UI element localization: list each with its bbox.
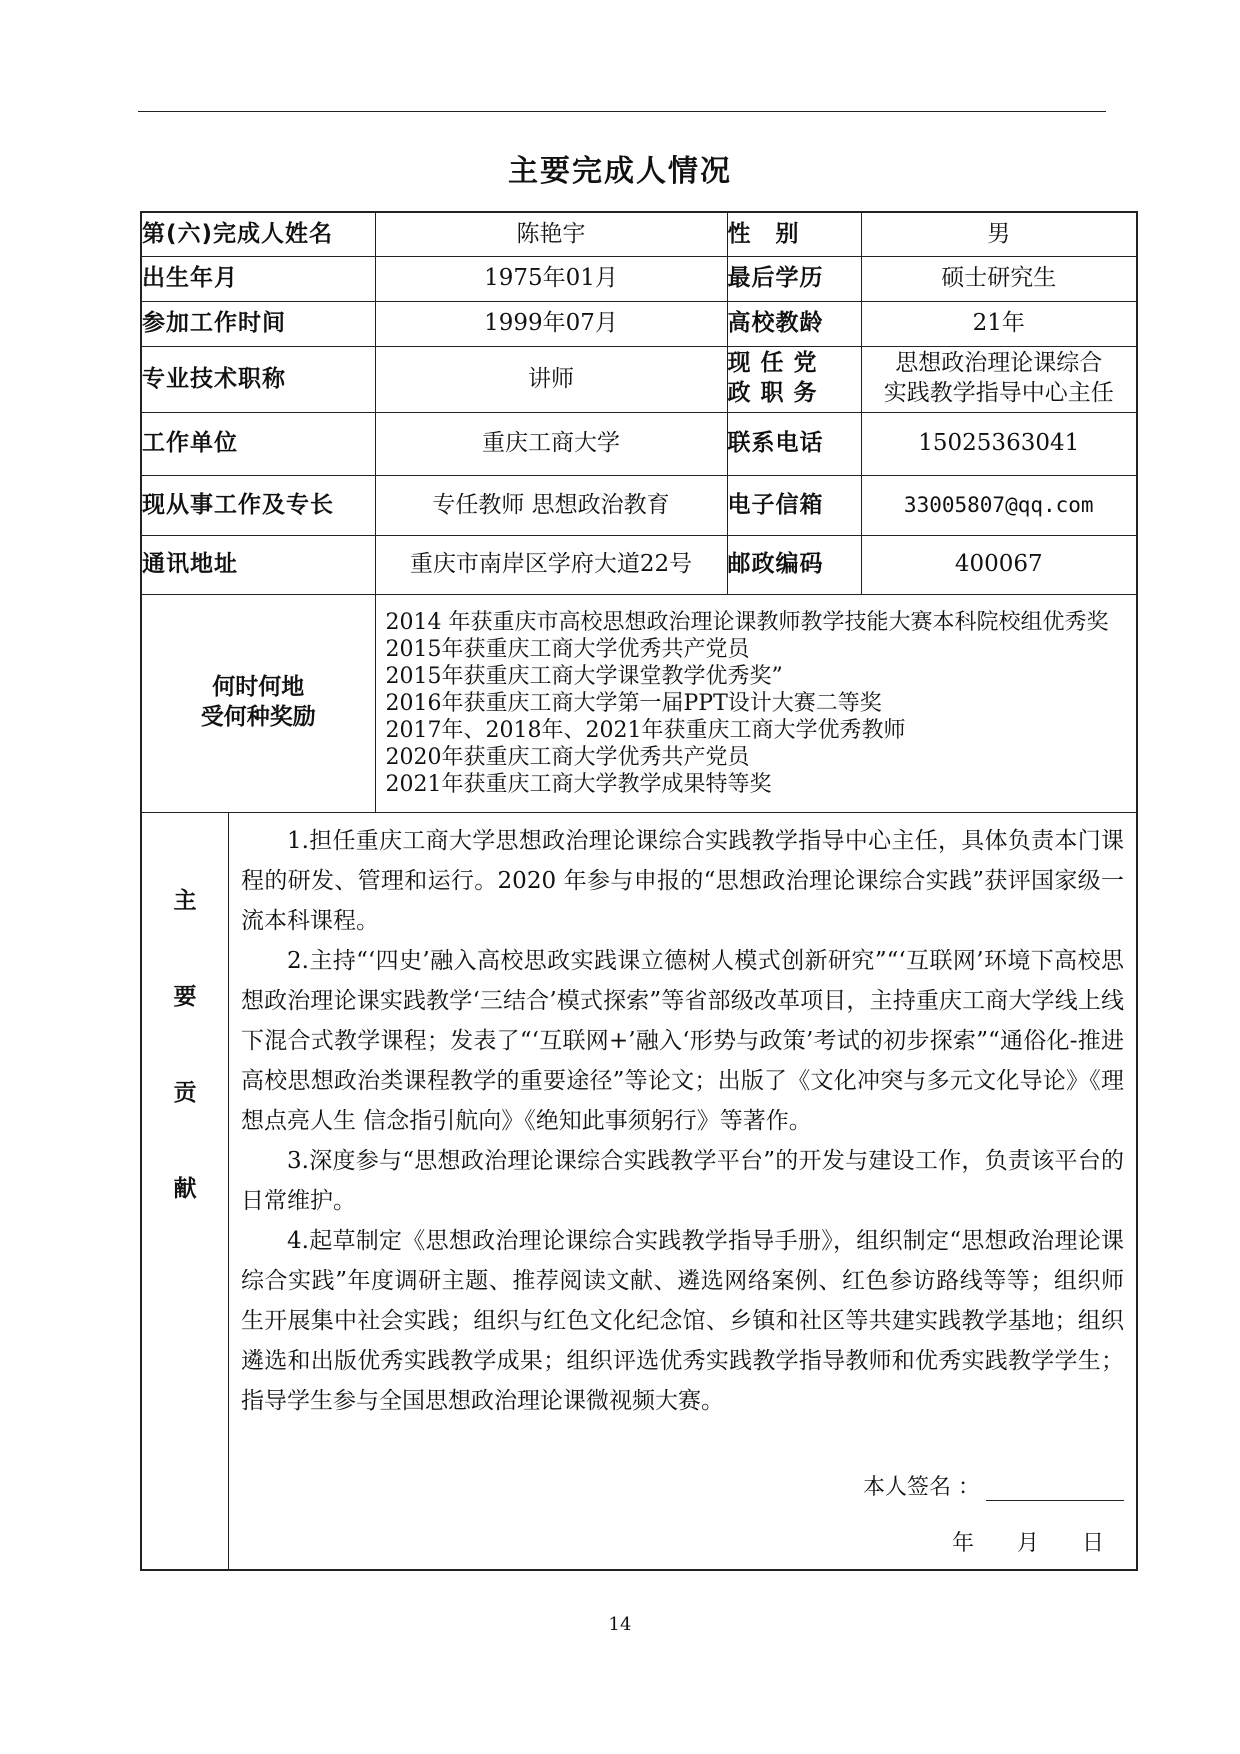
position-value-line1: 思想政治理论课综合 <box>895 350 1103 377</box>
row-title <box>141 346 1137 412</box>
row-birth <box>141 256 1137 301</box>
row-address <box>141 535 1137 594</box>
teaching-age-label: 高校教龄 <box>727 301 861 346</box>
award-item: 2016年获重庆工商大学第一届PPT设计大赛二等奖 <box>385 690 882 716</box>
award-item: 2015年获重庆工商大学课堂教学优秀奖” <box>385 663 783 689</box>
contribution-label-char: 贡 <box>173 1079 197 1106</box>
contribution-label-char: 要 <box>173 983 197 1010</box>
degree-value: 硕士研究生 <box>861 256 1137 301</box>
name-value: 陈艳宇 <box>375 212 727 256</box>
awards-label-line2: 受何种奖励 <box>200 704 316 730</box>
degree-label: 最后学历 <box>727 256 861 301</box>
job-label: 现从事工作及专长 <box>141 475 375 535</box>
page-number: 14 <box>608 1614 632 1635</box>
postcode-value: 400067 <box>861 535 1137 594</box>
birth-label: 出生年月 <box>141 256 375 301</box>
awards-label <box>141 594 375 812</box>
row-contribution <box>141 812 1137 1570</box>
phone-label: 联系电话 <box>727 412 861 475</box>
page-title: 主要完成人情况 <box>508 154 732 189</box>
signature-label: 本人签名 ： <box>863 1474 980 1500</box>
unit-value: 重庆工商大学 <box>375 412 727 475</box>
row-job <box>141 475 1137 535</box>
gender-label: 性 别 <box>727 212 861 256</box>
title-label: 专业技术职称 <box>141 346 375 412</box>
award-item: 2014 年获重庆市高校思想政治理论课教师教学技能大赛本科院校组优秀奖 <box>385 609 1109 635</box>
contribution-paragraph: 4.起草制定《思想政治理论课综合实践教学指导手册》，组织制定“思想政治理论课综合实践”年度调研主题、推荐阅读文献、遴选网络案例、红色参访路线等等；组织师生开展集中社会实践；组织与红色文化纪念馆、乡镇和社区等共建实践教学基地；组织遴选和出版优秀实践教学成果；组织评选优秀实践教学指导教师和优秀实践教学学生；指导学生参与全国思想政治理论课微视频大赛。 <box>241 1227 1124 1414</box>
address-value: 重庆市南岸区学府大道22号 <box>375 535 727 594</box>
gender-value: 男 <box>861 212 1137 256</box>
award-item: 2021年获重庆工商大学教学成果特等奖 <box>385 771 772 797</box>
row-name <box>141 212 1137 256</box>
signature-date: 年 月 日 <box>952 1530 1122 1556</box>
position-label-line2: 政 职 务 <box>727 380 818 406</box>
phone-value: 15025363041 <box>861 412 1137 475</box>
job-value: 专任教师 思想政治教育 <box>375 475 727 535</box>
row-awards <box>141 594 1137 812</box>
contribution-paragraph: 1.担任重庆工商大学思想政治理论课综合实践教学指导中心主任，具体负责本门课程的研发、管理和运行。2020 年参与申报的“思想政治理论课综合实践”获评国家级一流本科课程。 <box>241 827 1124 934</box>
contribution-body <box>229 813 1137 1570</box>
award-item: 2017年、2018年、2021年获重庆工商大学优秀教师 <box>385 717 906 743</box>
completer-info-table <box>140 211 1138 1571</box>
contribution-label <box>142 813 229 1570</box>
workstart-label: 参加工作时间 <box>141 301 375 346</box>
signature-blank <box>986 1478 1124 1501</box>
position-value-line2: 实践教学指导中心主任 <box>883 380 1114 406</box>
row-workstart <box>141 301 1137 346</box>
position-label <box>727 346 861 412</box>
contribution-label-char: 献 <box>173 1175 197 1202</box>
name-label: 第(六)完成人姓名 <box>141 212 375 256</box>
position-value <box>861 346 1137 412</box>
email-value: 33005807@qq.com <box>861 475 1137 535</box>
award-item: 2020年获重庆工商大学优秀共产党员 <box>385 744 750 770</box>
row-unit <box>141 412 1137 475</box>
contribution-paragraph: 2.主持“‘四史’融入高校思政实践课立德树人模式创新研究”“‘互联网’环境下高校思想政治理论课实践教学‘三结合’模式探索”等省部级改革项目，主持重庆工商大学线上线下混合式教学课程；发表了“‘互联网+’融入‘形势与政策’考试的初步探索”“通俗化-推进高校思想政治类课程教学的重要途径”等论文；出版了《文化冲突与多元文化导论》《理想点亮人生 信念指引航向》《绝知此事须躬行》等著作。 <box>241 947 1124 1134</box>
position-label-line1: 现 任 党 <box>727 350 818 377</box>
header-rule <box>138 111 1106 112</box>
address-label: 通讯地址 <box>141 535 375 594</box>
awards-label-line1: 何时何地 <box>212 674 305 701</box>
contribution-cell <box>141 812 1137 1570</box>
workstart-value: 1999年07月 <box>375 301 727 346</box>
birth-value: 1975年01月 <box>375 256 727 301</box>
title-value: 讲师 <box>375 346 727 412</box>
contribution-paragraph: 3.深度参与“思想政治理论课综合实践教学平台”的开发与建设工作，负责该平台的日常维护。 <box>241 1147 1124 1214</box>
teaching-age-value: 21年 <box>861 301 1137 346</box>
awards-list <box>375 594 1137 812</box>
unit-label: 工作单位 <box>141 412 375 475</box>
award-item: 2015年获重庆工商大学优秀共产党员 <box>385 636 750 662</box>
contribution-label-char: 主 <box>173 887 197 914</box>
signature-line <box>863 1474 1124 1502</box>
email-label: 电子信箱 <box>727 475 861 535</box>
postcode-label: 邮政编码 <box>727 535 861 594</box>
